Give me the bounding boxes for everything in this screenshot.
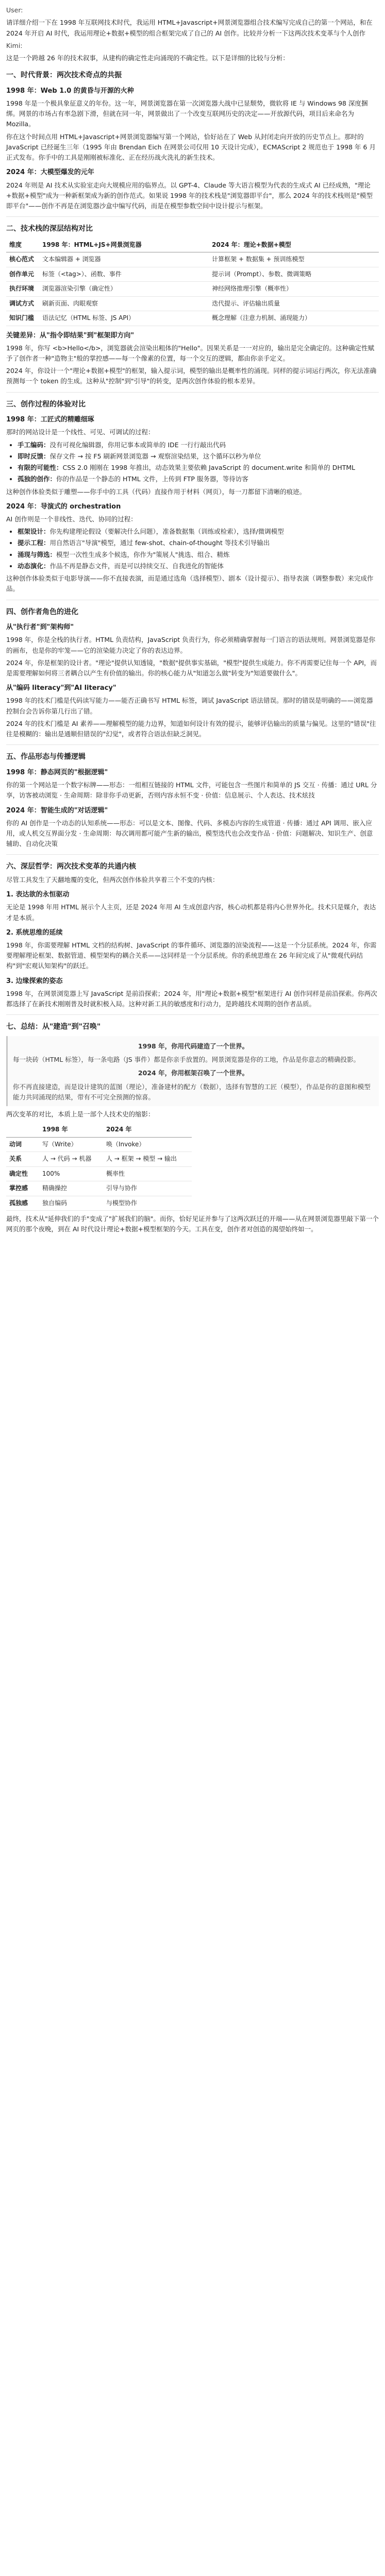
- divider: [6, 392, 379, 393]
- list-item: [18, 474, 379, 484]
- section-6-item-title: 3. 边缘探索的姿态: [6, 977, 63, 985]
- section-3a-outro: 这种创作体验类似于雕塑——你手中的工具（代码）直接作用于材料（网页），每一刀都留下清晰的痕迹。: [6, 487, 306, 496]
- section-5b-paragraph-1: 你的 AI 创作是一个动态的认知系统——形态：可以是文本、图像、代码、多模态内容的生成管道 · 传播：通过 API 调用、嵌入应用，或人机交互界面分发 · 生命周期：每次调用都可能产生新的输出，模型迭代也会改变作品 · 价值：问题解决、知识生产、创意辅助、自动化决策: [6, 819, 373, 848]
- section-3a-intro: 那时的网站设计是一个线性、可见、可调试的过程：: [6, 428, 155, 436]
- tech-stack-table: [6, 238, 379, 326]
- section-5a-paragraph-1: 你的第一个网站是一个数字标牌——形态：一组相互链接的 HTML 文件，可能包含一些图片和简单的 JS 交互 · 传播：通过 URL 分享，访客被动浏览 · 生命周期：除非你手动更新，否则内容永恒不变 · 价值：信息展示、个人表达、技术炫技: [6, 781, 377, 800]
- table-cell: 孤独感: [6, 1196, 39, 1210]
- table-cell: 迭代提示、评估输出质量: [209, 296, 379, 311]
- section-3a-list: [6, 440, 379, 485]
- section-4b-paragraph-2: 2024 年的技术门槛是 AI 素养——理解模型的能力边界，知道如何设计有效的提示，能够评估输出的质量与偏见。这里的"错误"往往是模糊的：输出是通顺但错误的"幻觉"，或者符合语法但缺乏洞见。: [6, 719, 376, 738]
- list-item-term: 手工编码：: [18, 440, 50, 449]
- section-4-title: 四、创作者角色的进化: [6, 607, 78, 616]
- quote-title-2024: 2024 年，你用框架召唤了一个世界。: [138, 1069, 249, 1077]
- section-1-title: 一、时代背景：两次技术奇点的共振: [6, 71, 122, 80]
- divider: [6, 1014, 379, 1015]
- section-5-title: 五、作品形态与传播逻辑: [6, 753, 86, 761]
- section-4a-paragraph-2: 2024 年，你是框架的设计者。"理论"提供认知透镜，"数据"提供事实基础，"模型"提供生成能力。你不再需要记住每一个 API，而是需要理解如何将三者耦合以产生有价值的输出。你的核心能力从"知道怎么做"转变为"知道要做什么"。: [6, 658, 377, 677]
- table-header-cell: [6, 1123, 39, 1137]
- list-item-term: 涌现与筛选：: [18, 550, 57, 558]
- section-6-item-title: 1. 表达欲的永恒驱动: [6, 891, 70, 899]
- assistant-intro: 这是一个跨越 26 年的技术叙事，从建构的确定性走向涌现的不确定性。以下是详细的比较与分析：: [6, 54, 289, 62]
- table-header-cell: 1998 年：HTML+JS+网景浏览器: [39, 238, 209, 252]
- section-6-item-text: 1998 年，你需要理解 HTML 文档的结构树、JavaScript 的事件循环、浏览器的渲染流程——这是一个分层系统。2024 年，你需要理解理论框架、数据管道、模型架构的耦合关系——这同样是一个分层系统。你的系统思维在 26 年间完成了从"微观代码结构"到"宏观认知架构"的跃迁。: [6, 941, 377, 970]
- table-cell: 文本编辑器 + 浏览器: [39, 252, 209, 267]
- list-item-term: 即时反馈：: [18, 452, 50, 460]
- list-item-desc: 你先构建理论假设（要解决什么问题），准备数据集（训练或检索），选择/微调模型: [49, 528, 284, 536]
- table-row: [6, 267, 379, 281]
- section-1a-paragraph-2: 你在这个时间点用 HTML+Javascript+网景浏览器编写第一个网站，恰好站在了 Web 从封闭走向开放的历史节点上。那时的 JavaScript 已经诞生三年（1995 年由 Brendan Eich 在网景公司仅用 10 天设计完成），ECMAScript 2 规范也于 1998 年 6 月正式发布。你手中的工具是刚刚被标准化、正在经历战火洗礼的新生技术。: [6, 132, 376, 162]
- list-item: [18, 527, 379, 537]
- table-cell: 知识门槛: [6, 311, 39, 326]
- list-item: [18, 538, 379, 548]
- table-row: [6, 1166, 192, 1181]
- section-1a-paragraph-1: 1998 年是一个极具象征意义的年份。这一年，网景浏览器在第一次浏览器大战中已显颓势，微软将 IE 与 Windows 98 深度捆绑。网景的市场占有率急剧下滑，但就在同一年，网景做出了一个改变互联网历史的决定——开放源代码，项目后来命名为 Mozilla。: [6, 99, 368, 128]
- section-3-title: 三、创作过程的体验对比: [6, 400, 86, 409]
- table-cell: 写（Write）: [39, 1137, 103, 1151]
- table-header-row: [6, 1123, 192, 1137]
- section-3b-outro: 这种创作体验类似于电影导演——你不直接表演，而是通过选角（选择模型）、剧本（设计提示）、指导表演（调整参数）来完成作品。: [6, 574, 374, 593]
- section-2-key-paragraph-1: 1998 年，你写 <b>Hello</b>，浏览器就会渲染出粗体的"Hello"。因果关系是一一对应的，输出是完全确定的。这种确定性赋予了创作者一种"造物主"般的掌控感——每一个像素的位置，每一个交互的逻辑，都由你亲手定义。: [6, 344, 375, 362]
- section-6-item-title: 2. 系统思维的延续: [6, 928, 63, 937]
- section-3b-list: [6, 527, 379, 571]
- list-item-term: 有限的可能性：: [18, 464, 63, 472]
- table-cell: 调试方式: [6, 296, 39, 311]
- divider: [6, 744, 379, 745]
- table-cell: 神经网络推理引擎（概率性）: [209, 282, 379, 296]
- list-item-desc: 没有可视化编辑器，你用记事本或简单的 IDE 一行行敲出代码: [49, 440, 226, 449]
- section-3a-title: 1998 年：工匠式的精雕细琢: [6, 416, 94, 424]
- divider: [6, 216, 379, 217]
- section-1b-title: 2024 年：大模型爆发的元年: [6, 168, 94, 177]
- section-6-item-text: 1998 年，在网景浏览器上写 JavaScript 是前沿探索；2024 年，用"理论+数据+模型"框架进行 AI 创作同样是前沿探索。你两次都选择了在新技术刚刚普及时就积极入局。这种对新工具的敏感度和行动力，是跨越技术周期的创作者品质。: [6, 989, 377, 1008]
- table-cell: 概念理解（注意力机制、涌现能力）: [209, 311, 379, 326]
- list-item-desc: 模型一次性生成多个候选，你作为"策展人"挑选、组合、精炼: [56, 550, 230, 558]
- list-item-desc: 用自然语言"导演"模型，通过 few-shot、chain-of-thought 等技术引导输出: [49, 539, 270, 547]
- table-row: [6, 252, 379, 267]
- table-row: [6, 1181, 192, 1196]
- list-item: [18, 451, 379, 462]
- section-1b-paragraph-1: 2024 年则是 AI 技术从实验室走向大规模应用的临界点。以 GPT-4、Claude 等大语言模型为代表的生成式 AI 已经成熟，"理论+数据+模型"成为一种新框架成为新的创作范式。如果说 1998 年的技术栈是"浏览器即平台"，那么 2024 年的技术栈则是"模型即平台"——创作不再是在浏览器沙盒中编写代码，而是在模型参数空间中设计提示与框架。: [6, 181, 373, 210]
- section-4a-title: 从"执行者"到"架构师": [6, 623, 74, 632]
- user-message-text: 请详细介绍一下在 1998 年互联网技术时代，我运用 HTML+Javascript+网景浏览器组合技术编写完成自己的第一个网站，和在 2024 年开启 AI 时代，我运用理论+数据+模型的组合框架完成了自己的 AI 创作。比较并分析一下这两次技术变革与个人创作: [6, 19, 373, 37]
- quote-text-2024: 你不再直接建造，而是设计建筑的蓝图（理论），准备建材的配方（数据），选择有智慧的工匠（模型），作品是你的意图和模型能力共同涌现的结果，带有不可完全预测的惊喜。: [13, 1082, 371, 1101]
- section-3b-title: 2024 年：导演式的 orchestration: [6, 502, 121, 511]
- summary-intro: 两次变革的对比，本质上是一部个人技术史的缩影：: [6, 1110, 155, 1118]
- section-4b-paragraph-1: 1998 年的技术门槛是代码读写能力——能否正确书写 HTML 标签，调试 JavaScript 语法错误。那时的错误是明确的——浏览器控制台会告诉你第几行出了错。: [6, 697, 373, 715]
- table-cell: 精确操控: [39, 1181, 103, 1196]
- list-item: [18, 550, 379, 560]
- table-cell: 独自编码: [39, 1196, 103, 1210]
- table-cell: 唤（Invoke）: [103, 1137, 192, 1151]
- section-6-title: 六、深层哲学：两次技术变革的共通内核: [6, 862, 136, 871]
- list-item: [18, 440, 379, 450]
- user-message: [6, 5, 379, 39]
- table-cell: 确定性: [6, 1166, 39, 1181]
- table-header-cell: 维度: [6, 238, 39, 252]
- list-item-term: 提示工程：: [18, 539, 50, 547]
- table-cell: 概率性: [103, 1166, 192, 1181]
- list-item-desc: CSS 2.0 刚刚在 1998 年推出，动态效果主要依赖 JavaScript 的 document.write 和简单的 DHTML: [62, 464, 356, 472]
- section-2-key-paragraph-2: 2024 年，你设计一个"理论+数据+模型"的框架，输入提示词，模型的输出是概率性的涌现。同样的提示词运行两次，你无法准确预测每一个 token 的生成。这种从"控制"到"引导"的转变，是两次创作体验的根本差异。: [6, 367, 377, 385]
- table-cell: 提示词（Prompt）、参数、微调策略: [209, 267, 379, 281]
- table-row: [6, 282, 379, 296]
- quote-text-1998: 每一块砖（HTML 标签），每一条电路（JS 事件）都是你亲手放置的。网景浏览器是你的工地，作品是你意志的精确投影。: [13, 1056, 360, 1064]
- table-cell: 执行环境: [6, 282, 39, 296]
- list-item-term: 孤独的创作：: [18, 475, 57, 483]
- section-5b-title: 2024 年：智能生成的"对话逻辑": [6, 806, 108, 815]
- list-item-desc: 作品不再是静态文件，而是可以持续交互、自我进化的智能体: [49, 562, 224, 570]
- section-2-title: 二、技术栈的深层结构对比: [6, 225, 93, 233]
- final-paragraph: 最终，技术从"延伸我们的手"变成了"扩展我们的脑"。而你，恰好见证并参与了这两次跃迁的开端——从在网景浏览器里敲下第一个网页的那个夜晚，到在 AI 时代设计理论+数据+模型框架的今天。工具在变，创作者对创造的渴望始终如一。: [6, 1215, 379, 1233]
- section-7-title: 七、总结：从"建造"到"召唤": [6, 1023, 101, 1031]
- table-cell: 标签（<tag>）、函数、事件: [39, 267, 209, 281]
- section-6-item-text: 无论是 1998 年用 HTML 展示个人主页，还是 2024 年用 AI 生成创意内容，核心动机都是将内心世界外化。技术只是媒介，表达才是本质。: [6, 903, 376, 922]
- table-row: [6, 1152, 192, 1166]
- table-cell: 动词: [6, 1137, 39, 1151]
- table-row: [6, 1137, 192, 1151]
- chat-page: [0, 0, 385, 1243]
- list-item-term: 动态演化：: [18, 562, 50, 570]
- section-4b-title: 从"编码 literacy"到"AI literacy": [6, 684, 116, 692]
- table-cell: 掌控感: [6, 1181, 39, 1196]
- section-3b-intro: AI 创作则是一个非线性、迭代、协同的过程：: [6, 515, 137, 523]
- list-item-term: 框架设计：: [18, 528, 50, 536]
- table-cell: 与模型协作: [103, 1196, 192, 1210]
- table-row: [6, 311, 379, 326]
- list-item: [18, 561, 379, 571]
- section-2-key-title: 关键差异：从"指令即结果"到"框架即方向": [6, 331, 135, 340]
- table-header-cell: 1998 年: [39, 1123, 103, 1137]
- table-header-row: [6, 238, 379, 252]
- summary-table: [6, 1123, 192, 1211]
- assistant-message: [6, 41, 379, 1235]
- user-role-label: User:: [6, 6, 23, 14]
- table-cell: 刷新页面、肉眼观察: [39, 296, 209, 311]
- section-4a-paragraph-1: 1998 年，你是全栈的执行者。HTML 负责结构，JavaScript 负责行为，你必须精确掌握每一门语言的语法规则。网景浏览器是你的画布，也是你的牢笼——它的渲染能力决定了你的表达边界。: [6, 636, 376, 654]
- table-cell: 创作单元: [6, 267, 39, 281]
- table-cell: 100%: [39, 1166, 103, 1181]
- divider: [6, 854, 379, 855]
- list-item-desc: 你的作品是一个静态的 HTML 文件，上传到 FTP 服务器，等待访客: [56, 475, 248, 483]
- quote-title-1998: 1998 年，你用代码建造了一个世界。: [138, 1042, 249, 1050]
- list-item: [18, 463, 379, 473]
- section-1a-title: 1998 年：Web 1.0 的黄昏与开源的火种: [6, 87, 134, 95]
- list-item-desc: 保存文件 → 按 F5 刷新网景浏览器 → 观察渲染结果，这个循环以秒为单位: [49, 452, 261, 460]
- table-cell: 浏览器渲染引擎（确定性）: [39, 282, 209, 296]
- table-header-cell: 2024 年：理论+数据+模型: [209, 238, 379, 252]
- section-5a-title: 1998 年：静态网页的"根据逻辑": [6, 769, 108, 777]
- table-cell: 核心范式: [6, 252, 39, 267]
- table-cell: 计算框架 + 数据集 + 预训练模型: [209, 252, 379, 267]
- table-cell: 人 → 代码 → 机器: [39, 1152, 103, 1166]
- table-row: [6, 1196, 192, 1210]
- table-cell: 语法记忆（HTML 标签、JS API）: [39, 311, 209, 326]
- table-header-cell: 2024 年: [103, 1123, 192, 1137]
- table-cell: 引导与协作: [103, 1181, 192, 1196]
- table-row: [6, 296, 379, 311]
- table-cell: 人 → 框架 → 模型 → 输出: [103, 1152, 192, 1166]
- summary-quote-block: [6, 1036, 379, 1106]
- table-cell: 关系: [6, 1152, 39, 1166]
- section-6-intro: 尽管工具发生了天翻地覆的变化，但两次创作体验共享着三个不变的内核：: [6, 876, 219, 884]
- assistant-role-label: Kimi:: [6, 41, 23, 49]
